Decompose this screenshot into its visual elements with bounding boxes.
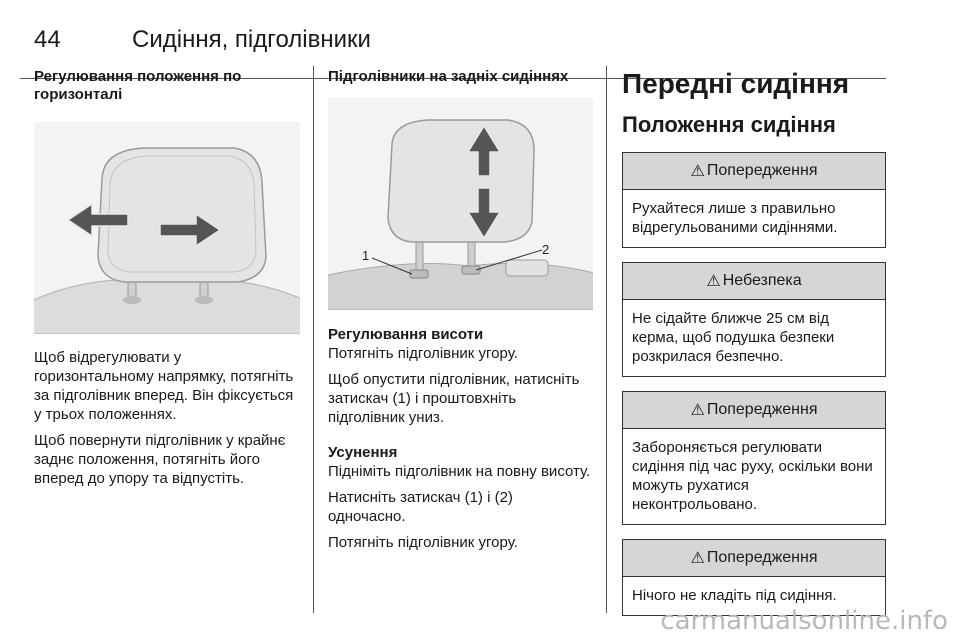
headrest-horizontal-illustration xyxy=(34,122,300,334)
warning-text: Рухайтеся лише з правильно відрегульованими сидіннями. xyxy=(632,200,838,236)
instruction-paragraph: Натисніть затискач (1) і (2) одночасно. xyxy=(328,489,513,525)
instruction-paragraph: Щоб повернути підголівник у крайнє заднє положення, потягніть його вперед до упору та відпустіть. xyxy=(34,432,286,487)
column-front-seats xyxy=(622,68,886,630)
danger-text: Не сідайте ближче 25 см від керма, щоб подушка безпеки розкрилася безпечно. xyxy=(632,310,835,365)
column-rear-headrests xyxy=(328,68,593,559)
instruction-paragraph: Потягніть підголівник угору. xyxy=(328,345,518,362)
warning-heading: Попередження xyxy=(706,549,818,566)
instruction-paragraph: Підніміть підголівник на повну висоту. xyxy=(328,463,591,480)
warning-header xyxy=(623,153,885,190)
instruction-paragraph: Щоб опустити підголівник, натисніть затискач (1) і проштовхніть підголівник униз. xyxy=(328,371,580,426)
warning-box xyxy=(622,152,886,248)
section-title: Передні сидіння xyxy=(622,68,850,99)
warning-header xyxy=(623,540,885,577)
rear-headrest-illustration xyxy=(328,98,593,310)
warning-text: Нічого не кладіть під сидіння. xyxy=(632,587,837,604)
warning-triangle-icon: ⚠ xyxy=(706,273,721,290)
danger-box xyxy=(622,262,886,377)
page-number: 44 xyxy=(34,26,61,53)
warning-heading: Попередження xyxy=(706,401,818,418)
column-divider xyxy=(313,66,314,613)
callout-label-1: 1 xyxy=(362,248,370,263)
instruction-paragraph: Щоб відрегулювати у горизонтальному напрямку, потягніть за підголівник вперед. Він фіксується у трьох положеннях. xyxy=(34,349,294,423)
column-divider xyxy=(606,66,607,613)
header-title: Сидіння, підголівники xyxy=(132,26,371,53)
warning-triangle-icon: ⚠ xyxy=(690,550,705,567)
warning-triangle-icon: ⚠ xyxy=(690,402,705,419)
danger-header xyxy=(623,263,885,300)
warning-box xyxy=(622,391,886,525)
danger-heading: Небезпека xyxy=(722,272,802,289)
column-horizontal-adjustment xyxy=(34,68,300,495)
section-heading: Регулювання положення по горизонталі xyxy=(34,68,242,103)
page-header xyxy=(20,26,886,54)
section-heading: Підголівники на задніх сидіннях xyxy=(328,68,569,85)
instruction-paragraph: Потягніть підголівник угору. xyxy=(328,534,518,551)
warning-box xyxy=(622,539,886,616)
warning-text: Забороняється регулювати сидіння під час руху, оскільки вони можуть рухатися неконтрольовано. xyxy=(632,439,873,513)
warning-triangle-icon: ⚠ xyxy=(690,163,705,180)
callout-label-2: 2 xyxy=(542,242,550,257)
subsection-heading: Усунення xyxy=(328,444,398,461)
watermark: carmanualsonline.info xyxy=(660,606,948,636)
subsection-heading: Регулювання висоти xyxy=(328,326,484,343)
subsection-title: Положення сидіння xyxy=(622,112,836,137)
warning-header xyxy=(623,392,885,429)
warning-heading: Попередження xyxy=(706,162,818,179)
